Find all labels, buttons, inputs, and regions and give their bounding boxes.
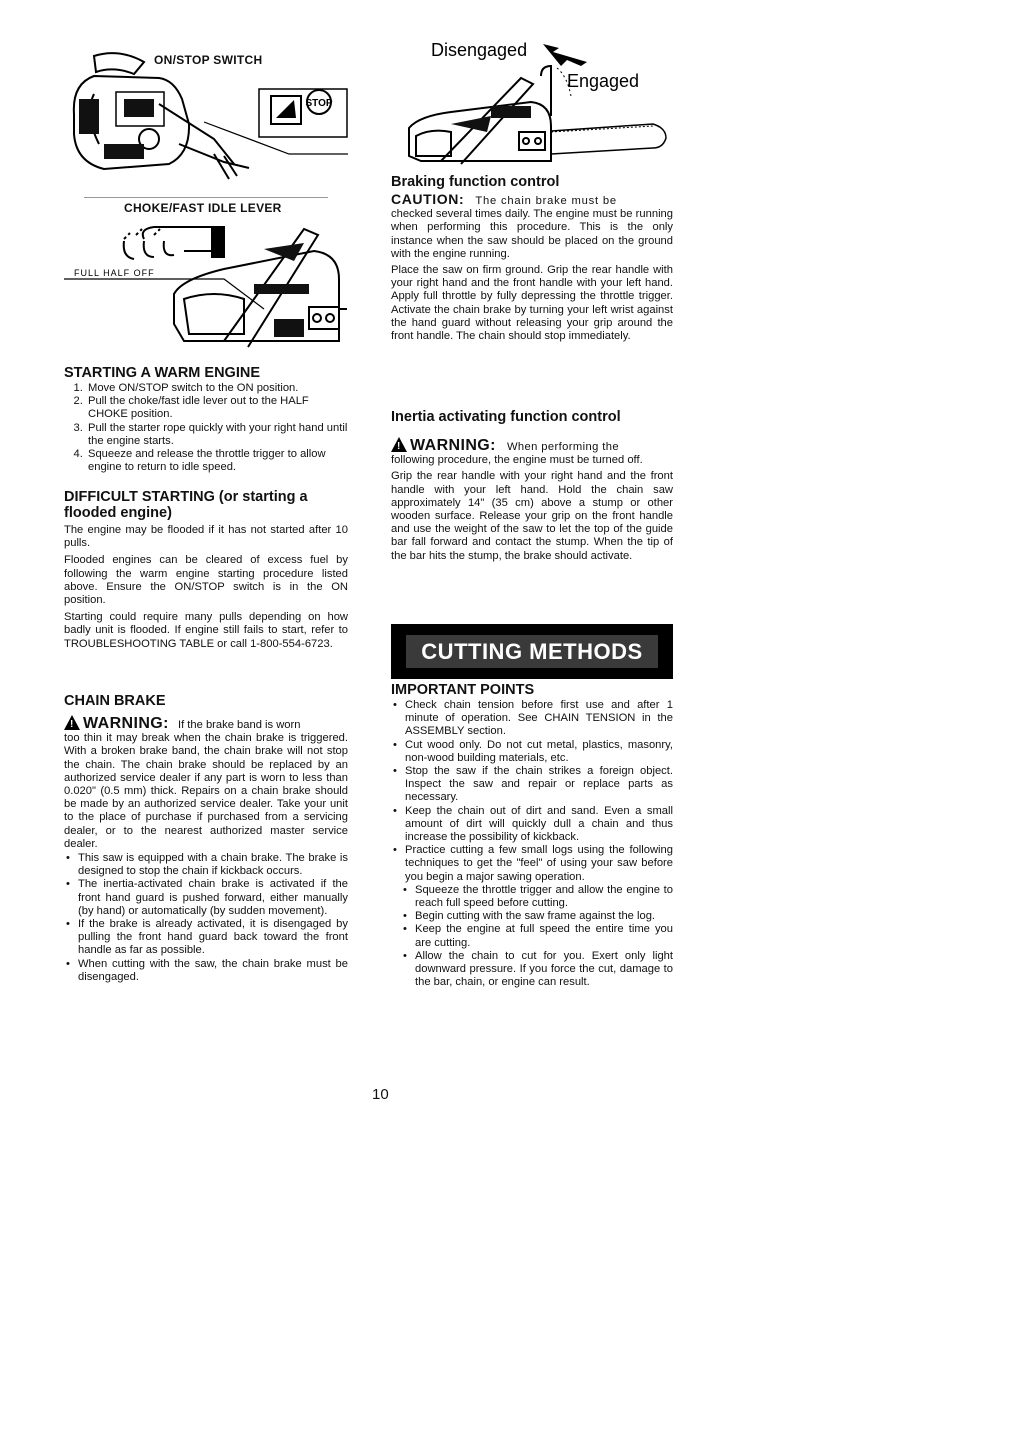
important-points-section	[391, 682, 673, 989]
chain-brake-section	[64, 693, 348, 984]
list-item: • Allow the chain to cut for you. Exert only light downward pressure. If you force the cut, damage to the bar, chain, or engine can result.	[401, 950, 673, 990]
warning-triangle-icon	[64, 715, 80, 730]
onstop-caption: ON/STOP SWITCH	[154, 53, 263, 67]
list-item: • The inertia-activated chain brake is activated if the front hand guard is pushed forward, either manually (by hand) or automatically (by sudden movement).	[64, 878, 348, 918]
choke-lever-figure	[64, 199, 348, 357]
chainsaw-choke-illustration	[64, 199, 348, 357]
list-item: 1. Move ON/STOP switch to the ON position.	[86, 382, 348, 395]
figure-divider	[84, 197, 328, 198]
warning-lead: When performing the	[506, 441, 620, 453]
difficult-starting-heading: DIFFICULT STARTING (or starting a flooded engine)	[64, 489, 308, 521]
chain-brake-heading: CHAIN BRAKE	[64, 693, 166, 709]
chain-brake-warning-line	[64, 715, 348, 732]
warning-word: WARNING:	[83, 715, 169, 732]
technique-sub-bullets	[391, 884, 673, 990]
warning-lead: If the brake band is worn	[177, 719, 301, 731]
warning-word: WARNING:	[410, 437, 496, 454]
warm-engine-steps	[64, 382, 348, 474]
list-item: • Squeeze the throttle trigger and allow the engine to reach full speed before cutting.	[401, 884, 673, 910]
engaged-label: Engaged	[567, 71, 640, 91]
warm-engine-heading: STARTING A WARM ENGINE	[64, 365, 261, 381]
page-number: 10	[372, 1086, 389, 1103]
warning-triangle-icon	[391, 437, 407, 452]
cutting-methods-banner	[391, 624, 673, 679]
chain-brake-bullets	[64, 852, 348, 984]
list-item: • Practice cutting a few small logs using the following techniques to get the "feel" of using your saw before you begin a major sawing operation.	[391, 844, 673, 884]
list-item: 4. Squeeze and release the throttle trigger to allow engine to return to idle speed.	[86, 448, 348, 474]
difficult-p3: Starting could require many pulls depending on how badly unit is flooded. If engine still fails to start, refer to TROUBLESHOOTING TABLE or call 1-800-554-6723.	[64, 611, 348, 650]
inertia-p2: Grip the rear handle with your right hand and the front handle with your left hand. Hold the chain saw approximately 14" (35 cm) above a stump or other wooden surface. Release your grip on the front handle and use the weight of the saw to let the top of the guide bar fall forward and contact the stump. When the tip of the bar hits the stump, the brake should activate.	[391, 470, 673, 562]
choke-caption: CHOKE/FAST IDLE LEVER	[124, 201, 282, 215]
braking-p2: Place the saw on firm ground. Grip the rear handle with your right hand and the front handle with your left hand. Apply full throttle by fully depressing the throttle trigger. Activate the chain brake by turning your left wrist against the hand guard without releasing your grip around the front handle. The chain should stop immediately.	[391, 264, 673, 343]
onstop-switch-figure	[64, 44, 348, 194]
caution-lead: The chain brake must be	[475, 195, 617, 207]
list-item: • Stop the saw if the chain strikes a foreign object. Inspect the saw and repair or replace parts as necessary.	[391, 765, 673, 805]
difficult-p1: The engine may be flooded if it has not started after 10 pulls.	[64, 524, 348, 550]
inertia-control-heading: Inertia activating function control	[391, 409, 621, 425]
caution-word: CAUTION:	[391, 191, 465, 207]
list-item: • If the brake is already activated, it is disengaged by pulling the front hand guard back toward the front handle as far as possible.	[64, 918, 348, 958]
braking-control-section	[391, 174, 673, 343]
list-item: 3. Pull the starter rope quickly with your right hand until the engine starts.	[86, 422, 348, 448]
chainsaw-brake-illustration	[391, 36, 673, 170]
list-item: • When cutting with the saw, the chain brake must be disengaged.	[64, 958, 348, 984]
chain-brake-warning-text: too thin it may break when the chain brake is triggered. With a broken brake band, the chain brake will not stop the chain. The chain brake should be replaced by an authorized service dealer if any part is worn to less than 0.020" (0.5 mm) thick. Repairs on a chain brake should be made by an authorized service dealer. Take your unit to the place of purchase if purchased from a servicing dealer, or to the nearest authorized master service dealer.	[64, 732, 348, 850]
list-item: • Cut wood only. Do not cut metal, plastics, masonry, non-wood building materials, etc.	[391, 739, 673, 765]
important-bullets	[391, 699, 673, 884]
warm-engine-section	[64, 365, 348, 474]
list-item: • Begin cutting with the saw frame against the log.	[401, 910, 673, 923]
brake-engage-figure	[391, 36, 673, 170]
inertia-warning-line	[391, 437, 673, 454]
banner-title: CUTTING METHODS	[406, 635, 658, 668]
difficult-starting-section	[64, 489, 348, 651]
caution-line	[391, 193, 673, 208]
disengaged-label: Disengaged	[431, 40, 528, 60]
difficult-p2: Flooded engines can be cleared of excess fuel by following the warm engine starting procedure listed above. Ensure the ON/STOP switch is in the ON position.	[64, 554, 348, 607]
choke-positions-label: FULL HALF OFF	[74, 268, 155, 278]
braking-control-heading: Braking function control	[391, 174, 560, 190]
inertia-warning-text: following procedure, the engine must be turned off.	[391, 454, 643, 467]
list-item: • Keep the engine at full speed the entire time you are cutting.	[401, 923, 673, 949]
list-item: • Check chain tension before first use and after 1 minute of operation. See CHAIN TENSION in the ASSEMBLY section.	[391, 699, 673, 739]
caution-text: checked several times daily. The engine must be running when performing this procedure. This is the only instance when the saw should be placed on the ground with the engine running.	[391, 208, 673, 260]
list-item: 2. Pull the choke/fast idle lever out to the HALF CHOKE position.	[86, 395, 348, 421]
inertia-control-section	[391, 409, 673, 563]
list-item: • Keep the chain out of dirt and sand. Even a small amount of dirt will quickly dull a chain and thus increase the possibility of kickback.	[391, 805, 673, 845]
stop-icon-label: STOP	[305, 98, 333, 109]
list-item: • This saw is equipped with a chain brake. The brake is designed to stop the chain if kickback occurs.	[64, 852, 348, 878]
important-points-heading: IMPORTANT POINTS	[391, 682, 535, 698]
